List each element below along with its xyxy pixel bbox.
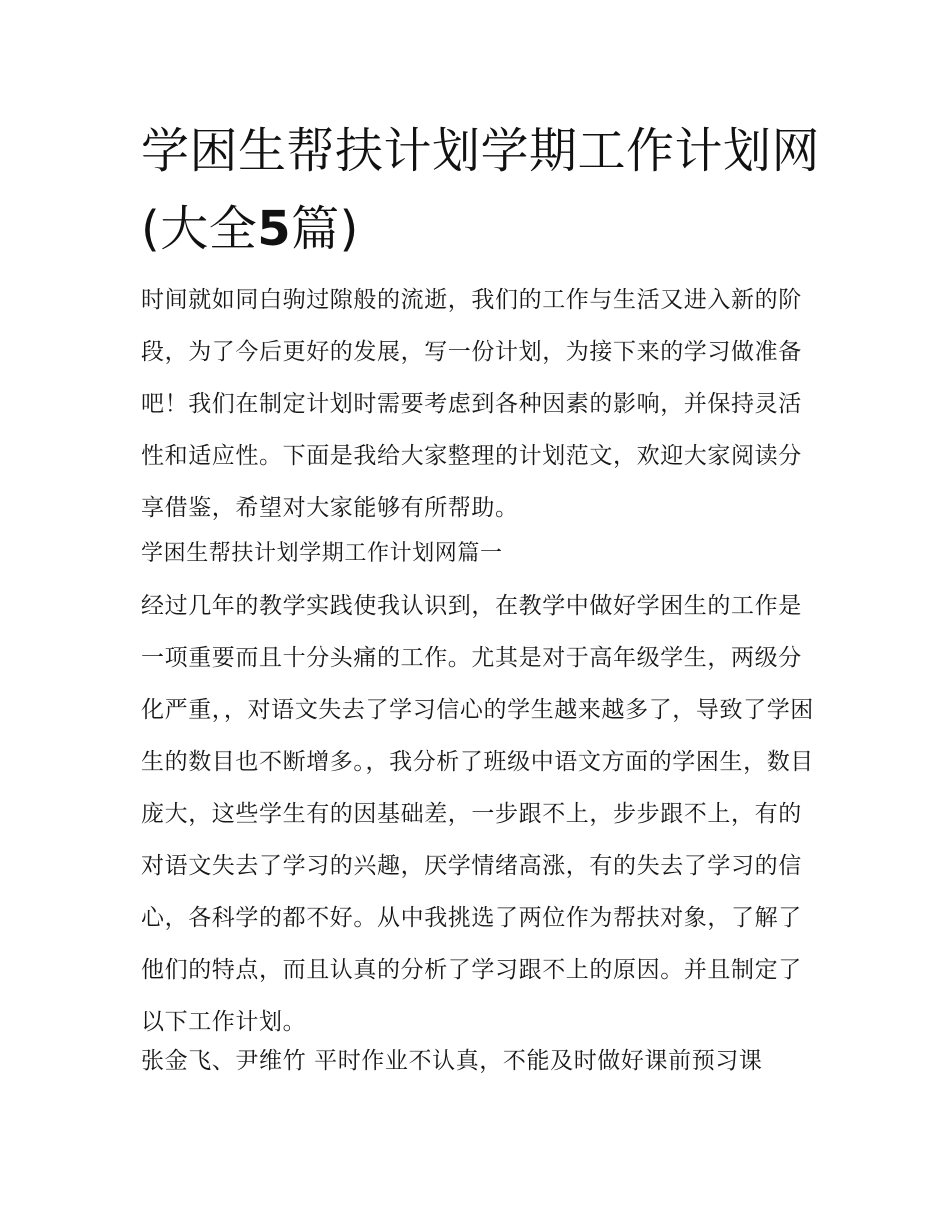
title-number: 5	[257, 201, 292, 257]
document-title	[141, 112, 821, 268]
section-heading: 学困生帮扶计划学期工作计划网篇一	[141, 541, 503, 566]
title-text-part1: 学困生帮扶计划学期工作计划网(大全	[141, 123, 821, 257]
intro-paragraph: 时间就如同白驹过隙般的流逝，我们的工作与生活又进入新的阶段，为了今后更好的发展，写一份计划，为接下来的学习做准备吧！我们在制定计划时需要考虑到各种因素的影响，并保持灵活性和适应性。下面是我给大家整理的计划范文，欢迎大家阅读分享借鉴，希望对大家能够有所帮助。	[141, 287, 802, 521]
body-paragraph-1: 经过几年的教学实践使我认识到，在教学中做好学困生的工作是一项重要而且十分头痛的工作。尤其是对于高年级学生，两级分化严重，，对语文失去了学习信心的学生越来越多了，导致了学困生的数目也不断增多。，我分析了班级中语文方面的学困生，数目庞大，这些学生有的因基础差，一步跟不上，步步跟不上，有的对语文失去了学习的兴趣，厌学情绪高涨，有的失去了学习的信心，各科学的都不好。从中我挑选了两位作为帮扶对象，了解了他们的特点，而且认真的分析了学习跟不上的原因。并且制定了以下工作计划。	[141, 593, 814, 1035]
title-text-part2: 篇)	[291, 201, 359, 257]
body-paragraph-2: 张金飞、尹维竹 平时作业不认真，不能及时做好课前预习课	[141, 1048, 763, 1074]
